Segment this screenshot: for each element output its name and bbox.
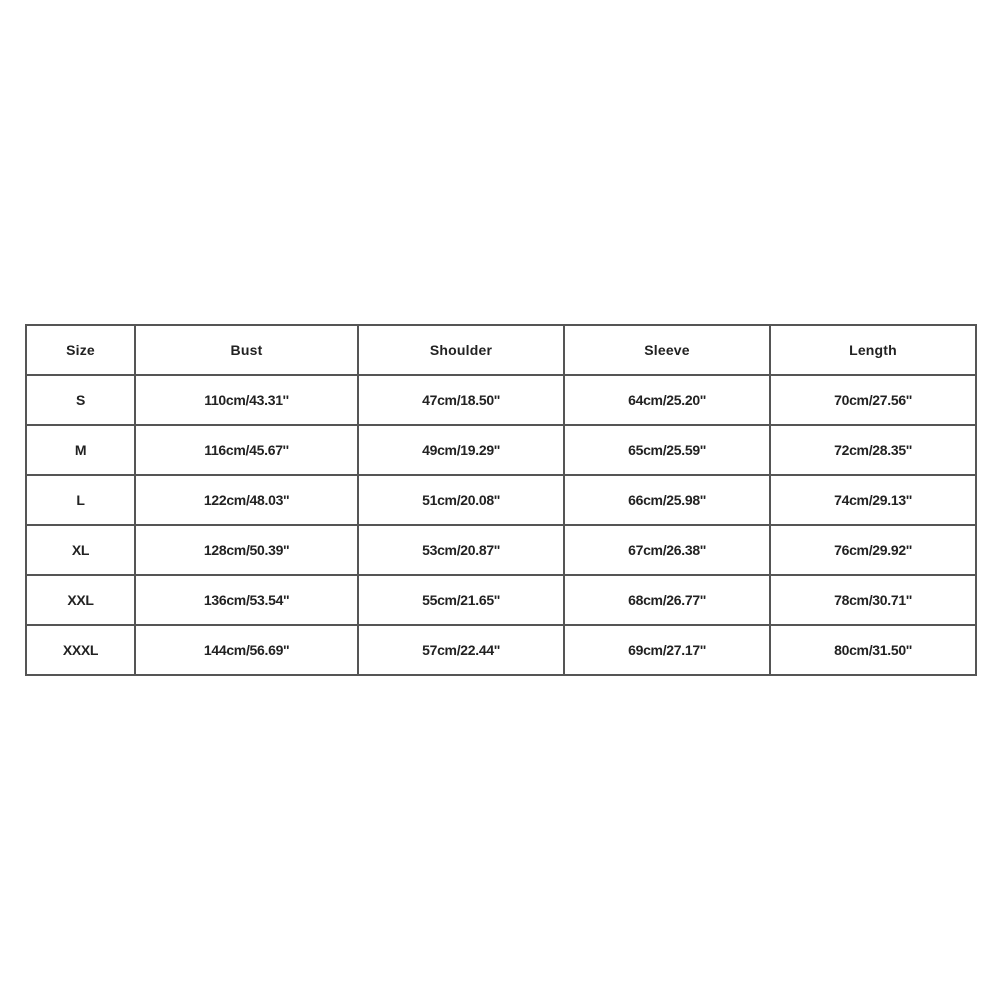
cell-length: 76cm/29.92'' (770, 525, 976, 575)
table-row (26, 375, 976, 425)
cell-bust: 122cm/48.03'' (135, 475, 358, 525)
cell-length: 70cm/27.56'' (770, 375, 976, 425)
cell-sleeve: 66cm/25.98'' (564, 475, 770, 525)
cell-size: XXXL (26, 625, 135, 675)
table-row (26, 625, 976, 675)
cell-length: 80cm/31.50'' (770, 625, 976, 675)
cell-shoulder: 49cm/19.29'' (358, 425, 564, 475)
cell-sleeve: 67cm/26.38'' (564, 525, 770, 575)
cell-length: 72cm/28.35'' (770, 425, 976, 475)
header-length: Length (770, 325, 976, 375)
cell-length: 78cm/30.71'' (770, 575, 976, 625)
cell-sleeve: 64cm/25.20'' (564, 375, 770, 425)
header-size: Size (26, 325, 135, 375)
cell-shoulder: 53cm/20.87'' (358, 525, 564, 575)
table-row (26, 575, 976, 625)
cell-shoulder: 55cm/21.65'' (358, 575, 564, 625)
cell-size: XL (26, 525, 135, 575)
cell-shoulder: 47cm/18.50'' (358, 375, 564, 425)
header-bust: Bust (135, 325, 358, 375)
header-sleeve: Sleeve (564, 325, 770, 375)
cell-sleeve: 69cm/27.17'' (564, 625, 770, 675)
cell-bust: 144cm/56.69'' (135, 625, 358, 675)
cell-size: L (26, 475, 135, 525)
cell-sleeve: 68cm/26.77'' (564, 575, 770, 625)
cell-sleeve: 65cm/25.59'' (564, 425, 770, 475)
cell-size: S (26, 375, 135, 425)
size-chart-table (25, 324, 977, 676)
header-row (26, 325, 976, 375)
table-row (26, 525, 976, 575)
cell-length: 74cm/29.13'' (770, 475, 976, 525)
cell-bust: 110cm/43.31'' (135, 375, 358, 425)
cell-bust: 128cm/50.39'' (135, 525, 358, 575)
header-shoulder: Shoulder (358, 325, 564, 375)
cell-shoulder: 51cm/20.08'' (358, 475, 564, 525)
cell-shoulder: 57cm/22.44'' (358, 625, 564, 675)
cell-bust: 136cm/53.54'' (135, 575, 358, 625)
table-row (26, 425, 976, 475)
cell-bust: 116cm/45.67'' (135, 425, 358, 475)
table-row (26, 475, 976, 525)
cell-size: XXL (26, 575, 135, 625)
cell-size: M (26, 425, 135, 475)
